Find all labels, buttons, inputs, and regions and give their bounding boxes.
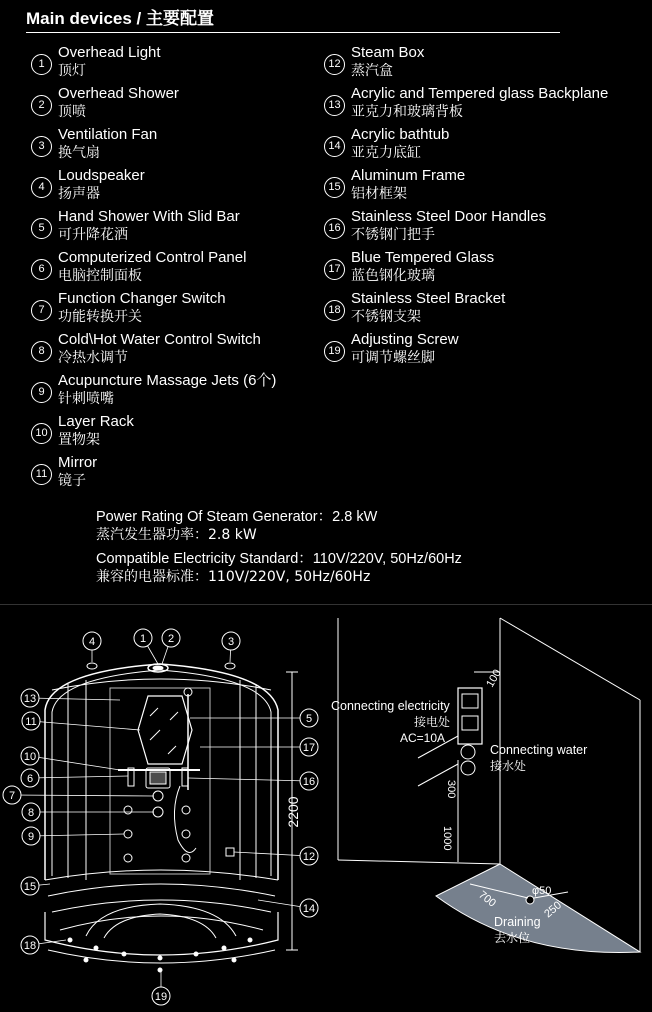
callout-number: 18: [23, 940, 37, 952]
callout-number: 9: [27, 831, 35, 843]
item-name-en: Acrylic bathtub: [351, 126, 450, 143]
connecting-water-label: Connecting water: [490, 743, 588, 757]
callout-leader: [30, 698, 120, 700]
item-name-en: Stainless Steel Bracket: [351, 290, 506, 307]
electricity-standard-en: Compatible Electricity Standard：110V/220V, 50Hz/60Hz: [96, 551, 462, 567]
item-name-zh: 蒸汽盒: [351, 63, 393, 79]
item-number: 15: [324, 177, 345, 198]
item-name-en: Blue Tempered Glass: [351, 249, 495, 266]
item-name-en: Stainless Steel Door Handles: [351, 208, 547, 225]
callout-number: 8: [27, 807, 35, 819]
item-number: 19: [324, 341, 345, 362]
item-name-en: Aluminum Frame: [351, 167, 466, 184]
connecting-electricity-label: Connecting electricity: [331, 699, 450, 713]
callout-number: 17: [302, 742, 316, 754]
item-name-en: Overhead Shower: [58, 85, 179, 102]
item-name-zh: 亚克力和玻璃背板: [351, 104, 463, 120]
item-name-zh: 亚克力底缸: [351, 145, 421, 161]
item-name-en: Loudspeaker: [58, 167, 145, 184]
draining-label: Draining: [494, 915, 541, 929]
callout-leader: [12, 795, 154, 796]
callout-number: 7: [8, 790, 16, 802]
item-name-zh: 铝材框架: [351, 186, 407, 202]
item-number: 7: [31, 300, 52, 321]
item-name-en: Overhead Light: [58, 44, 161, 61]
item-number: 8: [31, 341, 52, 362]
item-name-zh: 不锈钢支架: [351, 309, 421, 325]
item-name-zh: 顶灯: [58, 63, 86, 79]
item-number: 3: [31, 136, 52, 157]
item-name-zh: 可升降花洒: [58, 227, 128, 243]
shower-cabin-front-view: [45, 663, 298, 972]
item-number: 11: [31, 464, 52, 485]
item-name-en: Mirror: [58, 454, 98, 471]
item-name-en: Function Changer Switch: [58, 290, 226, 307]
item-name-zh: 置物架: [58, 432, 100, 448]
item-name-en: Steam Box: [351, 44, 425, 61]
dimension-1000: 1000: [441, 826, 453, 851]
callout-number: 19: [154, 991, 168, 1003]
callout-number: 5: [305, 713, 313, 725]
electricity-standard-zh: 兼容的电器标准：110V/220V, 50Hz/60Hz: [96, 569, 371, 585]
item-number: 18: [324, 300, 345, 321]
item-name-zh: 针刺喷嘴: [58, 391, 114, 407]
item-name-zh: 不锈钢门把手: [351, 227, 435, 243]
callout-number: 16: [302, 776, 316, 788]
item-name-zh: 电脑控制面板: [58, 268, 142, 284]
power-rating-en: Power Rating Of Steam Generator：2.8 kW: [96, 509, 378, 525]
dimension-250: 250: [542, 899, 564, 921]
callout-number: 15: [23, 881, 37, 893]
callout-number: 6: [26, 773, 34, 785]
callout-number: 1: [139, 633, 147, 645]
callout-number: 3: [227, 636, 235, 648]
callout-number: 10: [23, 751, 37, 763]
item-name-en: Hand Shower With Slid Bar: [58, 208, 240, 225]
item-name-zh: 扬声器: [58, 186, 100, 202]
item-name-zh: 换气扇: [58, 145, 100, 161]
item-name-en: Computerized Control Panel: [58, 249, 247, 266]
connecting-water-zh: 接水处: [490, 759, 527, 773]
callout-number: 14: [302, 903, 316, 915]
callout-number: 11: [25, 716, 37, 728]
item-name-zh: 功能转换开关: [58, 309, 142, 325]
item-name-en: Cold\Hot Water Control Switch: [58, 331, 261, 348]
dimension-300: 300: [445, 780, 457, 799]
item-name-zh: 冷热水调节: [58, 350, 128, 366]
dimension-100: 100: [484, 667, 504, 690]
item-number: 17: [324, 259, 345, 280]
item-name-en: Ventilation Fan: [58, 126, 158, 143]
ac-rating: AC=10A: [400, 731, 446, 745]
callout-number: 4: [88, 636, 96, 648]
height-dimension: 2200: [285, 796, 301, 828]
item-number: 6: [31, 259, 52, 280]
item-name-zh: 可调节螺丝脚: [351, 350, 435, 366]
item-number: 2: [31, 95, 52, 116]
item-number: 9: [31, 382, 52, 403]
connecting-electricity-zh: 接电处: [414, 715, 451, 729]
item-number: 10: [31, 423, 52, 444]
item-number: 1: [31, 54, 52, 75]
item-number: 16: [324, 218, 345, 239]
power-rating-zh: 蒸汽发生器功率：2.8 kW: [96, 527, 257, 543]
item-name-en: Acrylic and Tempered glass Backplane: [351, 85, 609, 102]
callout-leader: [30, 756, 120, 770]
callout-number: 2: [167, 633, 175, 645]
drain-diameter: φ50: [532, 885, 552, 897]
item-name-zh: 顶喷: [58, 104, 86, 120]
callout-leader: [188, 778, 309, 781]
item-name-zh: 蓝色钢化玻璃: [351, 268, 435, 284]
item-name-en: Acupuncture Massage Jets (6个): [58, 372, 277, 389]
item-number: 4: [31, 177, 52, 198]
section-title: Main devices / 主要配置: [26, 8, 560, 33]
item-number: 5: [31, 218, 52, 239]
item-name-en: Layer Rack: [58, 413, 134, 430]
item-name-zh: 镜子: [58, 473, 86, 489]
callout-number: 13: [23, 693, 37, 705]
dimension-700: 700: [476, 888, 499, 910]
item-number: 12: [324, 54, 345, 75]
item-number: 13: [324, 95, 345, 116]
draining-zh: 去水位: [494, 931, 531, 945]
item-name-en: Adjusting Screw: [351, 331, 459, 348]
item-number: 14: [324, 136, 345, 157]
callout-number: 12: [302, 851, 316, 863]
